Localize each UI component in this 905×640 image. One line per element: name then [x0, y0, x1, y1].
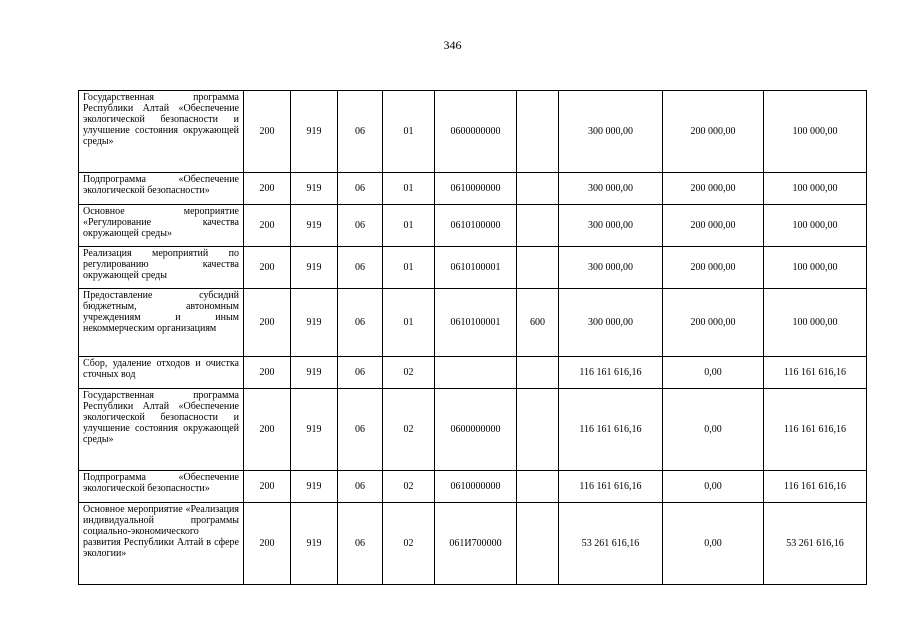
cell-expense-type — [517, 357, 559, 389]
cell-code-4: 02 — [383, 503, 435, 585]
cell-amount-3: 100 000,00 — [764, 289, 867, 357]
cell-code-4: 01 — [383, 91, 435, 173]
table-row — [79, 503, 867, 585]
cell-amount-3: 116 161 616,16 — [764, 471, 867, 503]
table-row — [79, 173, 867, 205]
cell-code-1: 200 — [244, 357, 291, 389]
cell-expense-type — [517, 173, 559, 205]
table-row — [79, 91, 867, 173]
cell-amount-1: 300 000,00 — [559, 247, 663, 289]
cell-amount-2: 0,00 — [663, 357, 764, 389]
cell-amount-2: 200 000,00 — [663, 247, 764, 289]
cell-code-3: 06 — [338, 357, 383, 389]
cell-code-4: 02 — [383, 389, 435, 471]
cell-code-4: 02 — [383, 357, 435, 389]
cell-expense-type — [517, 503, 559, 585]
cell-code-3: 06 — [338, 471, 383, 503]
cell-code-3: 06 — [338, 205, 383, 247]
cell-expense-type — [517, 389, 559, 471]
cell-amount-2: 200 000,00 — [663, 173, 764, 205]
cell-amount-1: 53 261 616,16 — [559, 503, 663, 585]
cell-amount-3: 116 161 616,16 — [764, 389, 867, 471]
cell-code-4: 02 — [383, 471, 435, 503]
cell-code-2: 919 — [291, 247, 338, 289]
cell-expense-type — [517, 247, 559, 289]
cell-target-code — [435, 357, 517, 389]
row-name: Реализация мероприятий по регулированию качества окружающей среды — [79, 247, 244, 289]
cell-amount-3: 100 000,00 — [764, 173, 867, 205]
cell-code-1: 200 — [244, 91, 291, 173]
cell-amount-1: 116 161 616,16 — [559, 357, 663, 389]
cell-target-code: 0610100001 — [435, 289, 517, 357]
cell-amount-1: 300 000,00 — [559, 91, 663, 173]
cell-amount-1: 116 161 616,16 — [559, 471, 663, 503]
cell-code-3: 06 — [338, 91, 383, 173]
cell-code-3: 06 — [338, 289, 383, 357]
cell-expense-type: 600 — [517, 289, 559, 357]
row-name: Подпрограмма «Обеспечение экологической безопасности» — [79, 173, 244, 205]
row-name: Предоставление субсидий бюджетным, автономным учреждениям и иным некоммерческим организациям — [79, 289, 244, 357]
cell-amount-2: 0,00 — [663, 471, 764, 503]
cell-amount-1: 300 000,00 — [559, 173, 663, 205]
row-name: Государственная программа Республики Алтай «Обеспечение экологической безопасности и улучшение состояния окружающей среды» — [79, 91, 244, 173]
row-name: Подпрограмма «Обеспечение экологической безопасности» — [79, 471, 244, 503]
table-row — [79, 247, 867, 289]
row-name: Основное мероприятие «Реализация индивидуальной программы социально-экономического развития Республики Алтай в сфере экологии» — [79, 503, 244, 585]
cell-code-2: 919 — [291, 205, 338, 247]
table-row — [79, 389, 867, 471]
cell-code-1: 200 — [244, 389, 291, 471]
table-row — [79, 357, 867, 389]
cell-amount-2: 200 000,00 — [663, 289, 764, 357]
cell-amount-2: 0,00 — [663, 389, 764, 471]
row-name: Основное мероприятие «Регулирование качества окружающей среды» — [79, 205, 244, 247]
cell-code-1: 200 — [244, 471, 291, 503]
cell-amount-3: 100 000,00 — [764, 247, 867, 289]
cell-expense-type — [517, 471, 559, 503]
cell-code-4: 01 — [383, 247, 435, 289]
cell-target-code: 061И700000 — [435, 503, 517, 585]
cell-amount-1: 116 161 616,16 — [559, 389, 663, 471]
cell-expense-type — [517, 91, 559, 173]
cell-amount-2: 200 000,00 — [663, 205, 764, 247]
cell-code-3: 06 — [338, 503, 383, 585]
cell-amount-3: 100 000,00 — [764, 205, 867, 247]
cell-code-1: 200 — [244, 289, 291, 357]
row-name: Сбор, удаление отходов и очистка сточных вод — [79, 357, 244, 389]
cell-target-code: 0600000000 — [435, 91, 517, 173]
cell-code-2: 919 — [291, 389, 338, 471]
cell-code-4: 01 — [383, 289, 435, 357]
cell-code-4: 01 — [383, 205, 435, 247]
cell-target-code: 0610000000 — [435, 471, 517, 503]
cell-expense-type — [517, 205, 559, 247]
cell-target-code: 0610000000 — [435, 173, 517, 205]
cell-amount-2: 0,00 — [663, 503, 764, 585]
cell-code-4: 01 — [383, 173, 435, 205]
cell-code-2: 919 — [291, 173, 338, 205]
cell-code-1: 200 — [244, 503, 291, 585]
cell-amount-3: 116 161 616,16 — [764, 357, 867, 389]
cell-code-2: 919 — [291, 471, 338, 503]
table-row — [79, 205, 867, 247]
page-number: 346 — [443, 38, 462, 52]
cell-code-1: 200 — [244, 205, 291, 247]
cell-amount-3: 53 261 616,16 — [764, 503, 867, 585]
row-name: Государственная программа Республики Алтай «Обеспечение экологической безопасности и улучшение состояния окружающей среды» — [79, 389, 244, 471]
table-row — [79, 471, 867, 503]
cell-code-3: 06 — [338, 173, 383, 205]
cell-code-1: 200 — [244, 173, 291, 205]
cell-code-3: 06 — [338, 389, 383, 471]
cell-code-2: 919 — [291, 503, 338, 585]
cell-target-code: 0610100001 — [435, 247, 517, 289]
cell-code-2: 919 — [291, 357, 338, 389]
cell-code-1: 200 — [244, 247, 291, 289]
cell-target-code: 0600000000 — [435, 389, 517, 471]
cell-amount-1: 300 000,00 — [559, 205, 663, 247]
cell-code-2: 919 — [291, 91, 338, 173]
cell-code-2: 919 — [291, 289, 338, 357]
cell-amount-1: 300 000,00 — [559, 289, 663, 357]
table-row — [79, 289, 867, 357]
budget-table — [78, 90, 867, 585]
cell-target-code: 0610100000 — [435, 205, 517, 247]
cell-code-3: 06 — [338, 247, 383, 289]
cell-amount-2: 200 000,00 — [663, 91, 764, 173]
cell-amount-3: 100 000,00 — [764, 91, 867, 173]
